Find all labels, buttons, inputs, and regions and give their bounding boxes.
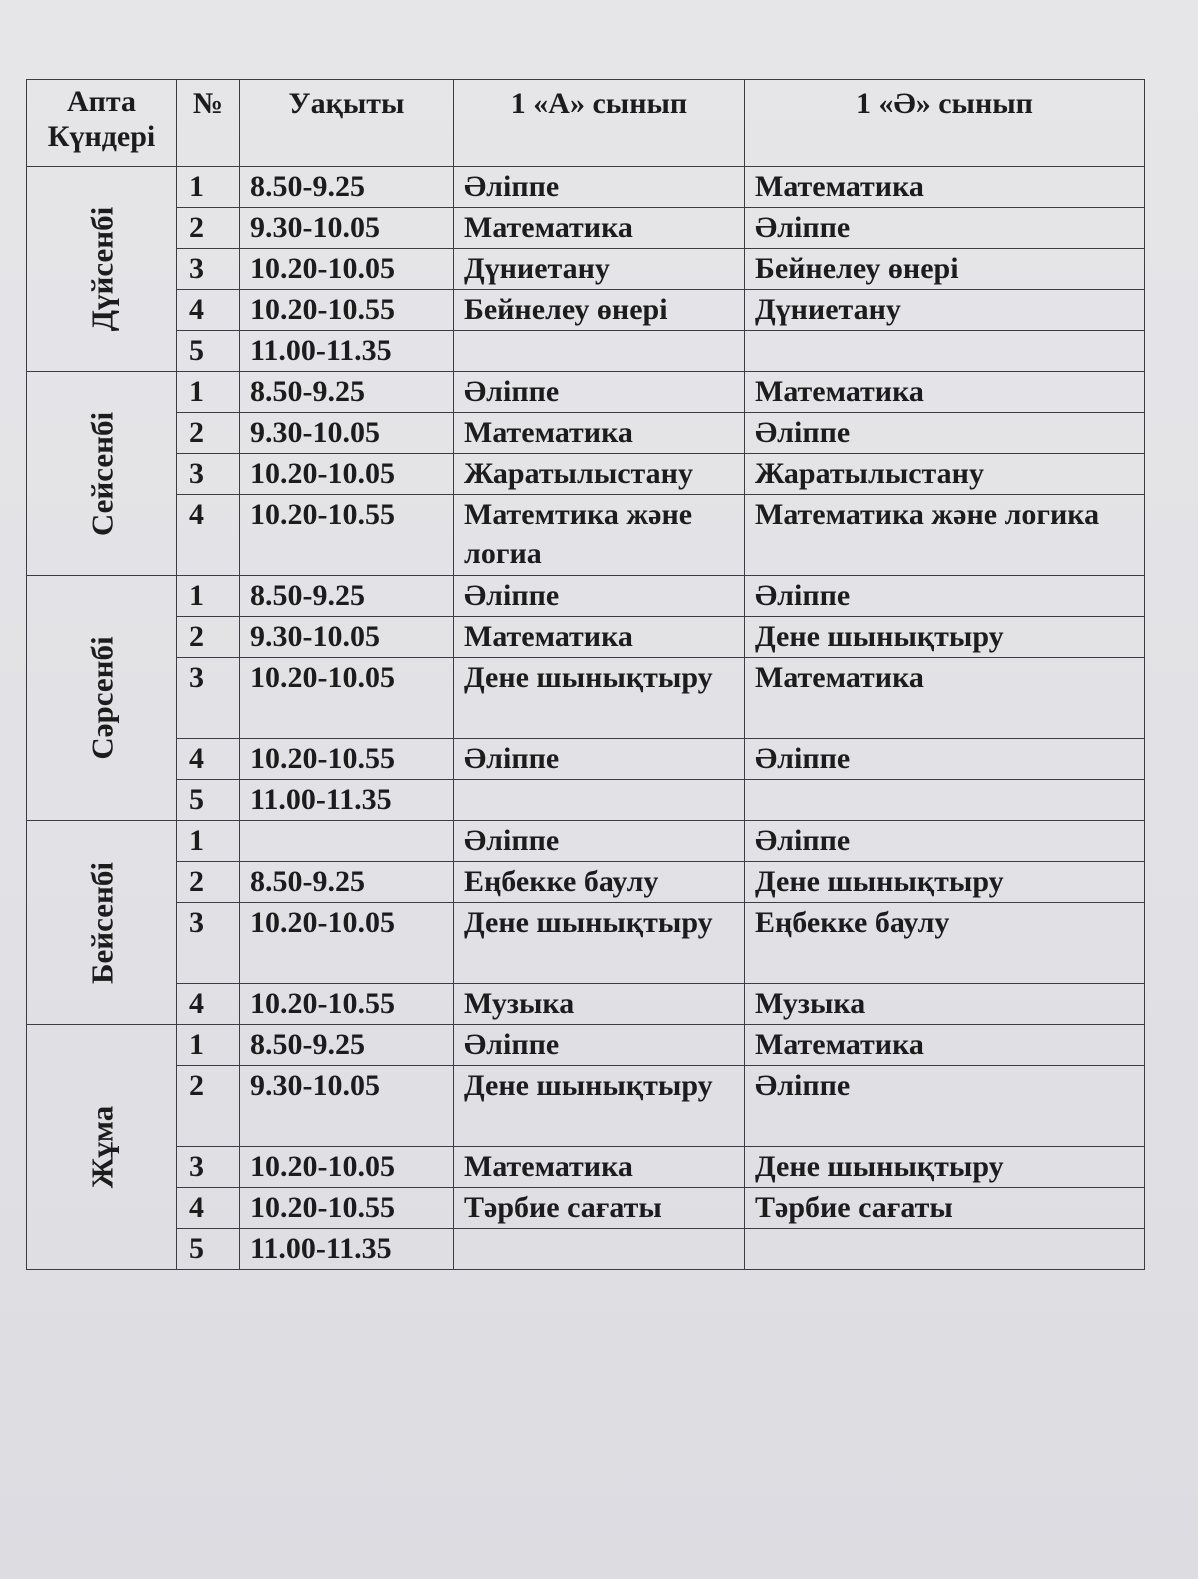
header-number: №	[177, 80, 240, 167]
lesson-number: 2	[177, 617, 240, 658]
lesson-number: 1	[177, 576, 240, 617]
lesson-time: 10.20-10.05	[240, 658, 454, 739]
lesson-time	[240, 821, 454, 862]
lesson-time: 11.00-11.35	[240, 331, 454, 372]
header-class-ae: 1 «Ә» сынып	[745, 80, 1145, 167]
table-row	[27, 617, 1145, 658]
lesson-time: 8.50-9.25	[240, 862, 454, 903]
class-a-subject	[454, 780, 745, 821]
class-ae-subject: Математика	[745, 167, 1145, 208]
table-row	[27, 249, 1145, 290]
class-a-subject: Жаратылыстану	[454, 454, 745, 495]
table-row	[27, 780, 1145, 821]
class-ae-subject: Математика және логика	[745, 495, 1145, 576]
table-row	[27, 821, 1145, 862]
class-ae-subject: Жаратылыстану	[745, 454, 1145, 495]
class-a-subject: Әліппе	[454, 1025, 745, 1066]
lesson-time: 10.20-10.55	[240, 1188, 454, 1229]
class-a-subject: Музыка	[454, 984, 745, 1025]
class-ae-subject: Әліппе	[745, 576, 1145, 617]
lesson-time: 9.30-10.05	[240, 617, 454, 658]
lesson-number: 1	[177, 1025, 240, 1066]
table-row	[27, 1025, 1145, 1066]
lesson-number: 4	[177, 1188, 240, 1229]
table-row	[27, 413, 1145, 454]
class-ae-subject	[745, 1229, 1145, 1270]
class-ae-subject: Дене шынықтыру	[745, 862, 1145, 903]
class-ae-subject: Дене шынықтыру	[745, 1147, 1145, 1188]
class-ae-subject: Музыка	[745, 984, 1145, 1025]
lesson-number: 3	[177, 903, 240, 984]
table-row	[27, 167, 1145, 208]
class-ae-subject	[745, 780, 1145, 821]
class-a-subject: Дене шынықтыру	[454, 658, 745, 739]
lesson-time: 11.00-11.35	[240, 1229, 454, 1270]
class-ae-subject: Математика	[745, 372, 1145, 413]
lesson-number: 5	[177, 331, 240, 372]
lesson-number: 4	[177, 984, 240, 1025]
class-ae-subject: Математика	[745, 1025, 1145, 1066]
table-row	[27, 903, 1145, 984]
day-cell-wednesday: Сәрсенбі	[27, 576, 177, 821]
lesson-time: 10.20-10.05	[240, 249, 454, 290]
class-a-subject: Математика	[454, 208, 745, 249]
lesson-number: 1	[177, 372, 240, 413]
class-a-subject: Математика	[454, 413, 745, 454]
day-cell-tuesday: Сейсенбі	[27, 372, 177, 576]
lesson-number: 4	[177, 290, 240, 331]
lesson-time: 10.20-10.55	[240, 739, 454, 780]
table-row	[27, 1066, 1145, 1147]
table-row	[27, 862, 1145, 903]
lesson-time: 8.50-9.25	[240, 1025, 454, 1066]
lesson-number: 2	[177, 413, 240, 454]
class-a-subject: Бейнелеу өнері	[454, 290, 745, 331]
schedule-sheet	[26, 79, 1144, 1270]
class-a-subject: Әліппе	[454, 821, 745, 862]
lesson-number: 1	[177, 821, 240, 862]
lesson-time: 11.00-11.35	[240, 780, 454, 821]
class-a-subject: Тәрбие сағаты	[454, 1188, 745, 1229]
lesson-time: 9.30-10.05	[240, 1066, 454, 1147]
table-row	[27, 331, 1145, 372]
lesson-time: 10.20-10.05	[240, 454, 454, 495]
table-row	[27, 1188, 1145, 1229]
class-ae-subject: Әліппе	[745, 208, 1145, 249]
day-cell-monday: Дүйсенбі	[27, 167, 177, 372]
class-ae-subject: Әліппе	[745, 821, 1145, 862]
class-a-subject: Матемтика және логиа	[454, 495, 745, 576]
header-days: Апта Күндері	[27, 80, 177, 167]
class-ae-subject: Еңбекке баулу	[745, 903, 1145, 984]
header-class-a: 1 «А» сынып	[454, 80, 745, 167]
table-row	[27, 208, 1145, 249]
table-row	[27, 454, 1145, 495]
table-row	[27, 984, 1145, 1025]
lesson-time: 10.20-10.55	[240, 984, 454, 1025]
class-a-subject: Математика	[454, 617, 745, 658]
class-ae-subject: Тәрбие сағаты	[745, 1188, 1145, 1229]
class-ae-subject: Дене шынықтыру	[745, 617, 1145, 658]
header-row	[27, 80, 1145, 167]
lesson-time: 10.20-10.05	[240, 903, 454, 984]
class-a-subject: Әліппе	[454, 576, 745, 617]
lesson-time: 9.30-10.05	[240, 208, 454, 249]
table-row	[27, 1229, 1145, 1270]
table-row	[27, 739, 1145, 780]
class-a-subject	[454, 1229, 745, 1270]
lesson-time: 10.20-10.55	[240, 290, 454, 331]
lesson-time: 10.20-10.05	[240, 1147, 454, 1188]
table-row	[27, 290, 1145, 331]
class-ae-subject: Әліппе	[745, 739, 1145, 780]
lesson-time: 10.20-10.55	[240, 495, 454, 576]
class-a-subject: Дене шынықтыру	[454, 903, 745, 984]
class-a-subject: Еңбекке баулу	[454, 862, 745, 903]
class-ae-subject: Әліппе	[745, 1066, 1145, 1147]
class-a-subject: Математика	[454, 1147, 745, 1188]
lesson-number: 5	[177, 780, 240, 821]
lesson-number: 1	[177, 167, 240, 208]
table-row	[27, 658, 1145, 739]
day-cell-friday: Жұма	[27, 1025, 177, 1270]
class-a-subject: Әліппе	[454, 739, 745, 780]
lesson-number: 2	[177, 862, 240, 903]
lesson-number: 5	[177, 1229, 240, 1270]
class-ae-subject: Әліппе	[745, 413, 1145, 454]
class-ae-subject: Бейнелеу өнері	[745, 249, 1145, 290]
table-row	[27, 495, 1145, 576]
day-cell-thursday: Бейсенбі	[27, 821, 177, 1025]
lesson-number: 2	[177, 1066, 240, 1147]
table-row	[27, 576, 1145, 617]
header-time: Уақыты	[240, 80, 454, 167]
lesson-time: 9.30-10.05	[240, 413, 454, 454]
class-ae-subject: Дүниетану	[745, 290, 1145, 331]
lesson-time: 8.50-9.25	[240, 372, 454, 413]
lesson-number: 4	[177, 495, 240, 576]
schedule-table	[26, 79, 1145, 1270]
class-a-subject	[454, 331, 745, 372]
lesson-number: 2	[177, 208, 240, 249]
lesson-time: 8.50-9.25	[240, 576, 454, 617]
class-a-subject: Дүниетану	[454, 249, 745, 290]
lesson-number: 3	[177, 454, 240, 495]
lesson-time: 8.50-9.25	[240, 167, 454, 208]
class-a-subject: Әліппе	[454, 167, 745, 208]
table-row	[27, 1147, 1145, 1188]
lesson-number: 3	[177, 658, 240, 739]
class-ae-subject: Математика	[745, 658, 1145, 739]
class-a-subject: Әліппе	[454, 372, 745, 413]
table-row	[27, 372, 1145, 413]
lesson-number: 4	[177, 739, 240, 780]
class-a-subject: Дене шынықтыру	[454, 1066, 745, 1147]
lesson-number: 3	[177, 1147, 240, 1188]
lesson-number: 3	[177, 249, 240, 290]
class-ae-subject	[745, 331, 1145, 372]
